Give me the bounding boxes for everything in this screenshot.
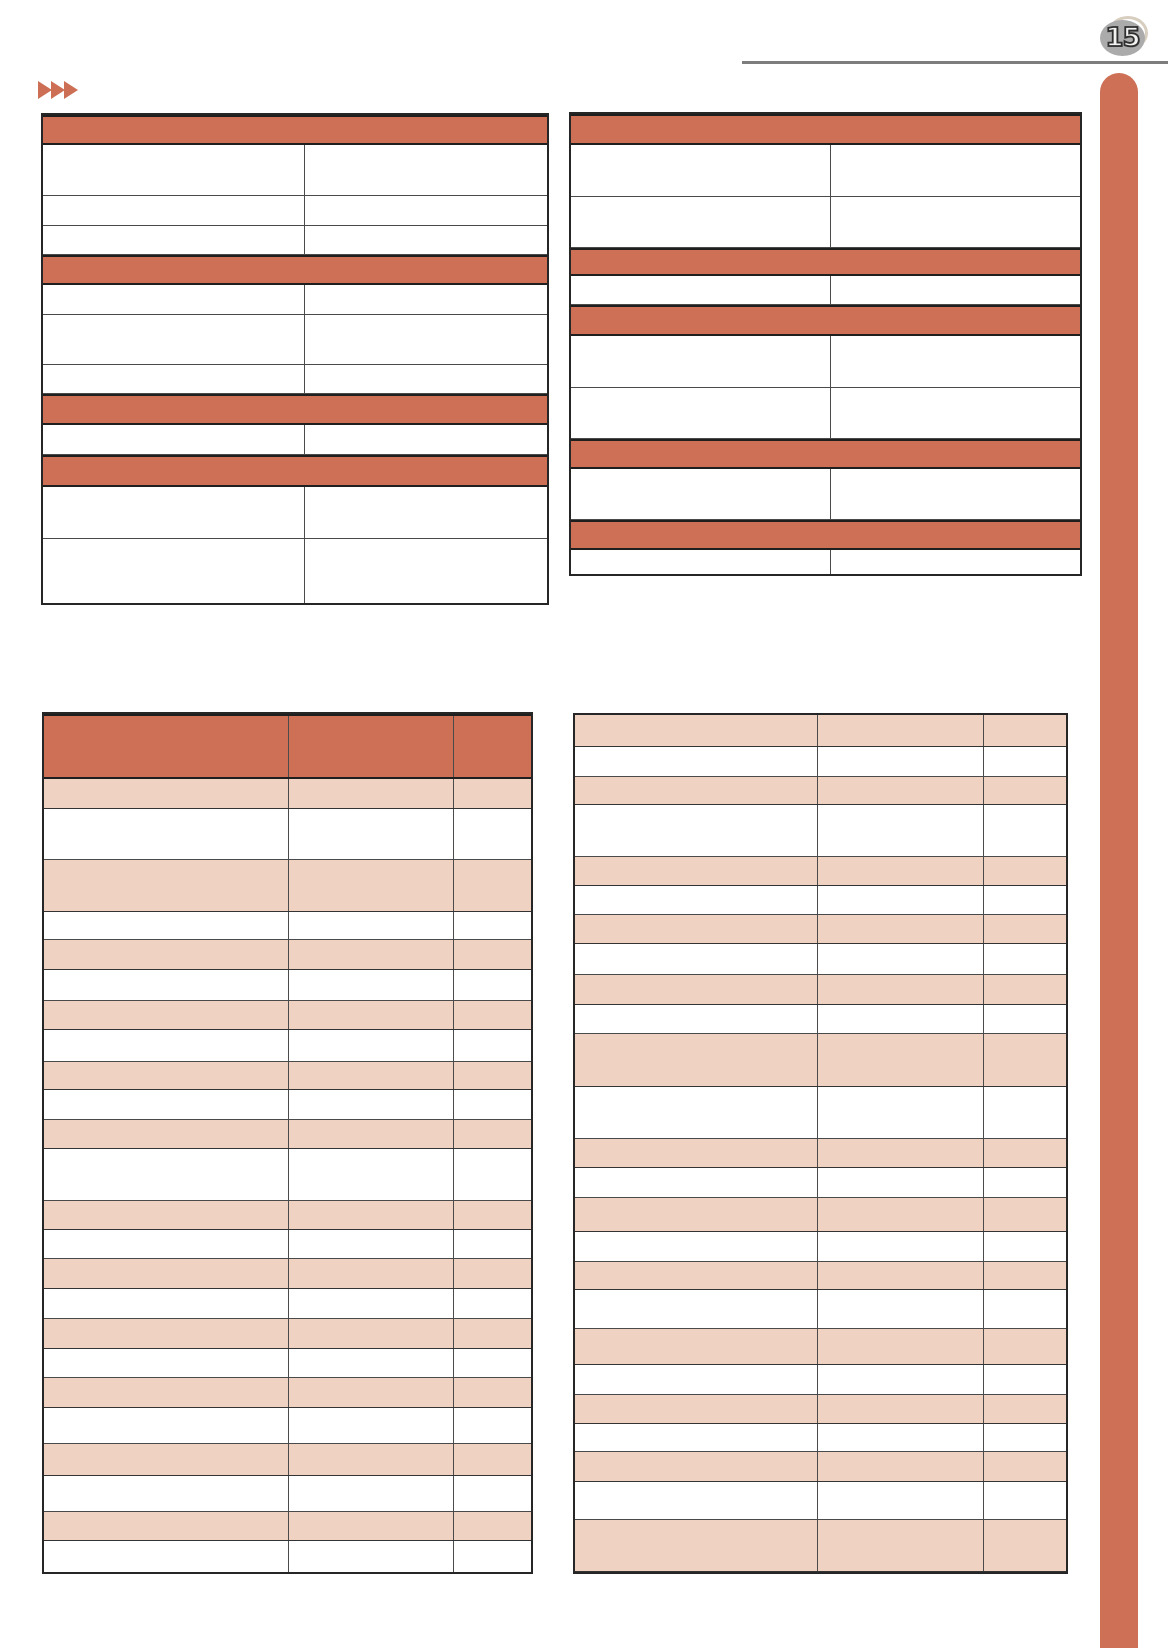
table-row-pink [44,1378,531,1408]
table-cell [453,1349,531,1377]
table-cell [453,1512,531,1540]
table-cell [983,1139,1066,1167]
table-cell [453,1030,531,1061]
table-cell [983,805,1066,856]
table-cell [44,1378,288,1407]
table-cell [288,1444,453,1475]
table-cell [575,1452,817,1481]
table-cell [817,1365,982,1394]
table-cell [453,809,531,859]
table-cell [288,809,453,859]
table-row-pink [575,915,1066,944]
table-cell [288,716,453,777]
table-cell [575,1424,817,1451]
table-cell [983,1087,1066,1138]
table-cell [288,1149,453,1200]
table-cell [453,1120,531,1148]
table-cell [817,1168,982,1197]
table-cell [983,975,1066,1004]
table-row-pink [44,860,531,912]
page-number: 15 [1105,23,1140,53]
table-cell [453,1230,531,1258]
table-cell [983,1262,1066,1289]
table-row-header [43,115,547,145]
table-cell [304,196,547,225]
table-row-white [44,1090,531,1120]
table-cell [983,777,1066,804]
table-cell [44,1062,288,1089]
table-cell [304,285,547,314]
table-cell [817,805,982,856]
table-cell [44,1230,288,1258]
table-row-white [575,1087,1066,1139]
table-cell [43,285,304,314]
table-row-white [44,1476,531,1512]
table-row-pink [44,940,531,970]
table-row-pink [575,1262,1066,1290]
table-row-white [43,487,547,539]
table-cell [817,915,982,943]
table-cell [288,1259,453,1288]
table-cell [830,550,1080,574]
table-cell [817,886,982,914]
table-cell [571,250,1080,274]
table-cell [575,886,817,914]
table-cell [43,425,304,454]
table-row-white [575,805,1066,857]
table-row-white [44,1408,531,1444]
table-cell [44,1444,288,1475]
table-row-header [43,255,547,285]
table-cell [304,539,547,603]
table-cell [44,1149,288,1200]
table-cell [304,315,547,364]
table-row-white [575,1005,1066,1034]
table-cell [817,1034,982,1086]
table-cell [817,747,982,776]
table-row-header [571,305,1080,336]
table-row-pink [575,1139,1066,1168]
table-cell [304,365,547,393]
table-cell [43,396,547,423]
table-cell [288,1001,453,1029]
table-cell [983,715,1066,746]
table-row-pink [44,1001,531,1030]
table-cell [983,1034,1066,1086]
table-cell [817,1395,982,1423]
table-cell [983,1168,1066,1197]
table-row-white [571,276,1080,305]
table-cell [817,1329,982,1364]
table-cell [288,1378,453,1407]
table-cell [983,944,1066,974]
table-cell [453,1062,531,1089]
table-cell [575,1365,817,1394]
table-row-pink [575,857,1066,886]
table-cell [44,716,288,777]
table-row-white [44,1149,531,1201]
table-cell [304,145,547,195]
table-cell [571,522,1080,548]
table-row-pink [44,1201,531,1230]
table-cell [44,1541,288,1572]
table-cell [288,1062,453,1089]
table-cell [830,388,1080,438]
table-row-white [575,1168,1066,1198]
table-row-header [571,248,1080,276]
table-cell [288,912,453,939]
table-cell [983,1198,1066,1231]
table-cell [43,539,304,603]
table-cell [43,487,304,538]
table-cell [575,975,817,1004]
table-cell [288,779,453,808]
table-cell [817,1005,982,1033]
table-row-pink [575,1329,1066,1365]
table-cell [575,1290,817,1328]
table-row-pink [575,1034,1066,1087]
table-cell [983,1365,1066,1394]
table-cell [575,747,817,776]
table-cell [575,1482,817,1519]
table-row-pink [44,1259,531,1289]
table-row-white [571,550,1080,574]
table-cell [288,860,453,911]
table-row-white [44,1541,531,1572]
table-cell [453,1090,531,1119]
table-cell [453,1408,531,1443]
table-cell [575,1139,817,1167]
table-cell [983,747,1066,776]
table-cell [817,1262,982,1289]
table-cell [575,915,817,943]
right-arrow-icon [64,81,78,99]
table-row-pink [44,1120,531,1149]
table-cell [44,1319,288,1348]
table-cell [983,857,1066,885]
table-cell [288,1349,453,1377]
table-cell [453,1149,531,1200]
table-row-white [43,425,547,455]
table-cell [288,1120,453,1148]
right-arrow-icon [38,81,52,99]
table-cell [44,1120,288,1148]
table-cell [817,975,982,1004]
table-cell [983,1395,1066,1423]
table-cell [288,970,453,1000]
table-cell [830,145,1080,196]
table-cell [830,276,1080,304]
table-cell [571,441,1080,467]
table-cell [453,1444,531,1475]
table-cell [44,1090,288,1119]
table-cell [43,145,304,195]
table-cell [304,226,547,254]
table-cell [453,912,531,939]
table-row-header [571,439,1080,469]
table-cell [575,944,817,974]
top-rule [742,61,1168,64]
table-row-white [44,912,531,940]
table-cell [983,1005,1066,1033]
table-cell [571,276,830,304]
table-cell [44,860,288,911]
table-cell [44,1259,288,1288]
table-cell [288,1201,453,1229]
table-cell [288,1319,453,1348]
table-cell [983,915,1066,943]
table-row-white [44,1230,531,1259]
page-number-badge [1100,20,1145,56]
table-cell [44,940,288,969]
table-row-white [571,145,1080,197]
table-cell [288,1230,453,1258]
table-cell [817,715,982,746]
table-cell [575,1087,817,1138]
table-row-pink [575,1198,1066,1232]
table-row-pink [44,1444,531,1476]
table-cell [304,425,547,454]
table-row-white [44,1349,531,1378]
table-cell [304,487,547,538]
table-row-header [571,520,1080,550]
table-row-white [44,1030,531,1062]
table-cell [575,1232,817,1261]
table-cell [44,809,288,859]
table-cell [571,116,1080,143]
table-cell [44,1289,288,1318]
table-row-header [43,394,547,425]
table-row-white [575,1232,1066,1262]
table-cell [43,457,547,485]
table-row-white [43,539,547,603]
table-cell [575,1034,817,1086]
table-cell [817,1232,982,1261]
table-cell [571,307,1080,334]
table-cell [817,1482,982,1519]
table-row-white [43,285,547,315]
side-accent-bar [1100,73,1138,1648]
table-row-header [44,714,531,779]
table-cell [571,550,830,574]
table-row-white [44,970,531,1001]
table-cell [44,1001,288,1029]
table-cell [817,1139,982,1167]
table-cell [983,1329,1066,1364]
table-cell [453,1289,531,1318]
table-cell [43,257,547,283]
table-cell [830,336,1080,387]
table-cell [575,777,817,804]
table-cell [571,336,830,387]
table-row-white [43,145,547,196]
table-cell [983,1520,1066,1571]
table-cell [288,1408,453,1443]
table-row-white [575,886,1066,915]
table-cell [575,1329,817,1364]
table-cell [43,226,304,254]
table-cell [983,1482,1066,1519]
table-cell [288,940,453,969]
table-cell [453,1259,531,1288]
table-cell [453,970,531,1000]
table-row-pink [575,777,1066,805]
table-row-header [571,114,1080,145]
table-cell [571,388,830,438]
table-row-pink [44,1062,531,1090]
table-row-white [43,315,547,365]
table-cell [575,1262,817,1289]
table-cell [44,1349,288,1377]
table-cell [44,970,288,1000]
table-row-white [571,469,1080,520]
table-cell [453,1201,531,1229]
table-row-white [571,336,1080,388]
table-cell [983,886,1066,914]
table-cell [288,1090,453,1119]
table-bottom-left [42,712,533,1574]
table-row-pink [575,715,1066,747]
table-cell [43,117,547,143]
table-cell [575,857,817,885]
table-cell [983,1290,1066,1328]
table-cell [453,716,531,777]
table-cell [44,1030,288,1061]
table-row-white [575,747,1066,777]
table-cell [44,1512,288,1540]
table-cell [453,1319,531,1348]
table-cell [983,1424,1066,1451]
table-cell [575,1168,817,1197]
table-cell [817,1087,982,1138]
table-cell [288,1289,453,1318]
table-row-white [44,809,531,860]
table-cell [288,1476,453,1511]
table-cell [817,777,982,804]
table-cell [43,365,304,393]
table-cell [453,860,531,911]
table-cell [575,1395,817,1423]
table-cell [817,1520,982,1571]
table-row-pink [575,975,1066,1005]
table-cell [453,940,531,969]
table-cell [44,1408,288,1443]
table-cell [571,469,830,519]
table-row-pink [575,1395,1066,1424]
table-row-white [571,197,1080,248]
table-cell [817,857,982,885]
table-cell [453,1476,531,1511]
table-row-white [575,944,1066,975]
table-cell [817,1198,982,1231]
table-cell [43,315,304,364]
table-cell [817,1290,982,1328]
table-cell [983,1232,1066,1261]
table-cell [453,1378,531,1407]
table-cell [575,805,817,856]
table-row-pink [44,779,531,809]
table-row-pink [44,1512,531,1541]
table-cell [817,944,982,974]
table-cell [288,1030,453,1061]
table-row-white [575,1482,1066,1520]
table-cell [571,197,830,247]
table-row-white [575,1365,1066,1395]
table-cell [830,197,1080,247]
table-row-pink [44,1319,531,1349]
table-cell [44,779,288,808]
table-cell [288,1512,453,1540]
table-cell [571,145,830,196]
right-arrow-icon [51,81,65,99]
table-cell [453,1541,531,1572]
table-row-header [43,455,547,487]
table-bottom-right [573,713,1068,1574]
table-cell [817,1424,982,1451]
table-row-white [43,365,547,394]
table-row-white [43,226,547,255]
table-row-white [43,196,547,226]
table-cell [288,1541,453,1572]
table-row-white [571,388,1080,439]
table-cell [44,1476,288,1511]
table-cell [575,1005,817,1033]
table-cell [44,1201,288,1229]
table-cell [575,1520,817,1571]
table-cell [830,469,1080,519]
table-cell [575,1198,817,1231]
table-cell [453,779,531,808]
table-top-left [41,113,549,605]
table-top-right [569,112,1082,576]
table-row-white [575,1424,1066,1452]
table-row-pink [575,1452,1066,1482]
table-cell [43,196,304,225]
table-cell [575,715,817,746]
table-row-white [575,1290,1066,1329]
table-cell [44,912,288,939]
table-row-white [44,1289,531,1319]
table-row-pink [575,1520,1066,1572]
triple-right-arrows-icon [38,81,77,99]
table-cell [817,1452,982,1481]
table-cell [983,1452,1066,1481]
table-cell [453,1001,531,1029]
